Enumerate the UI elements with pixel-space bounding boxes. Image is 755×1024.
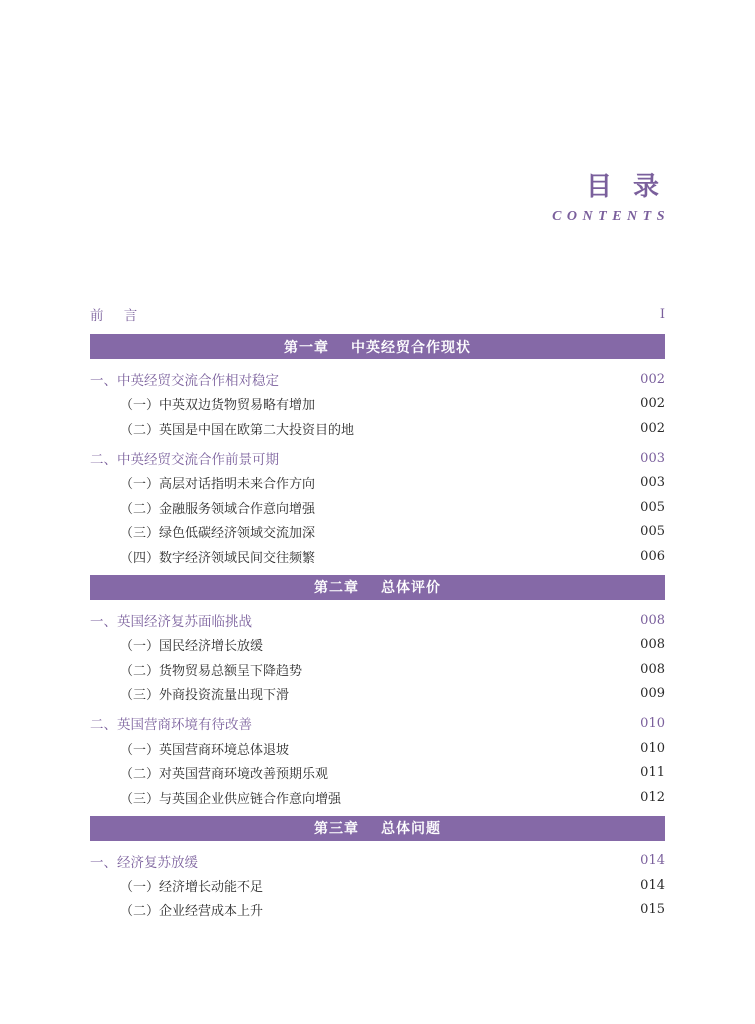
toc-subsection-page: 011 (640, 765, 665, 781)
toc-subsection-page: 005 (640, 499, 665, 515)
toc-entry-label: 前 言 (90, 308, 146, 324)
toc-subsection-label: （一）经济增长动能不足 (120, 879, 264, 895)
toc-subsection-page: 002 (640, 396, 665, 412)
toc-subsection[interactable] (90, 657, 665, 682)
chapter-title: 总体评价 (381, 580, 441, 597)
toc-subsection-page: 012 (640, 789, 665, 805)
toc-subsection-label: （三）外商投资流量出现下滑 (120, 688, 290, 704)
chapter-number: 第二章 (314, 580, 359, 597)
toc-subsection[interactable] (90, 873, 665, 898)
chapter-number: 第一章 (284, 339, 329, 356)
toc-entry-page: I (659, 306, 665, 322)
toc-subsection-page: 009 (640, 686, 665, 702)
chapter-title: 中英经贸合作现状 (351, 339, 471, 356)
page-title: 目 录 (585, 172, 665, 202)
toc-subsection-label: （一）英国营商环境总体退坡 (120, 742, 290, 758)
toc-subsection-label: （三）与英国企业供应链合作意向增强 (120, 791, 342, 807)
toc-section[interactable] (90, 608, 665, 633)
chapter-number: 第三章 (314, 821, 359, 837)
toc-subsection-page: 003 (640, 475, 665, 491)
toc-subsection-label: （二）对英国营商环境改善预期乐观 (120, 767, 329, 783)
toc-subsection-label: （二）金融服务领域合作意向增强 (120, 501, 316, 517)
toc-subsection-page: 005 (640, 524, 665, 540)
toc-section-label: 一、中英经贸交流合作相对稳定 (90, 373, 279, 390)
toc-subsection[interactable] (90, 416, 665, 441)
chapter-heading-2[interactable] (90, 575, 665, 600)
toc-subsection[interactable] (90, 544, 665, 569)
toc-subsection-page: 010 (640, 740, 665, 756)
toc-subsection-label: （三）绿色低碳经济领域交流加深 (120, 526, 316, 542)
toc-subsection[interactable] (90, 470, 665, 495)
toc-subsection-page: 006 (640, 548, 665, 564)
toc-entry-preface[interactable] (90, 302, 665, 326)
toc-section[interactable] (90, 367, 665, 392)
toc-subsection-label: （二）英国是中国在欧第二大投资目的地 (120, 422, 355, 438)
toc-section-label: 二、英国营商环境有待改善 (90, 717, 252, 734)
toc-subsection-page: 014 (640, 877, 665, 893)
chapter-heading-1[interactable] (90, 334, 665, 359)
toc-subsection[interactable] (90, 736, 665, 761)
toc-section[interactable] (90, 446, 665, 471)
toc-subsection-label: （四）数字经济领域民间交往频繁 (120, 550, 316, 566)
toc-header (552, 166, 670, 225)
toc-section-page: 008 (640, 612, 665, 628)
toc-subsection[interactable] (90, 682, 665, 707)
toc-section[interactable] (90, 711, 665, 736)
toc-section-label: 一、英国经济复苏面临挑战 (90, 614, 252, 631)
toc-subsection[interactable] (90, 785, 665, 810)
toc-subsection[interactable] (90, 520, 665, 545)
toc-section-page: 010 (640, 715, 665, 731)
toc-subsection-label: （二）企业经营成本上升 (120, 904, 264, 920)
chapter-title: 总体问题 (381, 821, 441, 837)
chapter-heading-3[interactable] (90, 816, 665, 841)
toc-subsection[interactable] (90, 632, 665, 657)
toc-subsection-label: （二）货物贸易总额呈下降趋势 (120, 663, 303, 679)
toc-subsection[interactable] (90, 392, 665, 417)
toc-section-label: 二、中英经贸交流合作前景可期 (90, 452, 279, 469)
toc-section-label: 一、经济复苏放缓 (90, 854, 198, 871)
toc-subsection-page: 002 (640, 420, 665, 436)
toc-section[interactable] (90, 849, 665, 874)
toc-subsection-page: 008 (640, 637, 665, 653)
toc-subsection[interactable] (90, 760, 665, 785)
toc-subsection-page: 015 (640, 902, 665, 918)
page-subtitle: CONTENTS (552, 209, 670, 224)
toc-section-page: 002 (640, 371, 665, 387)
toc-subsection-label: （一）中英双边货物贸易略有增加 (120, 398, 316, 414)
toc-subsection-page: 008 (640, 661, 665, 677)
toc-subsection-label: （一）国民经济增长放缓 (120, 639, 264, 655)
toc-subsection-label: （一）高层对话指明未来合作方向 (120, 477, 316, 493)
table-of-contents (90, 302, 665, 922)
toc-section-page: 014 (640, 853, 665, 869)
toc-subsection[interactable] (90, 495, 665, 520)
toc-section-page: 003 (640, 450, 665, 466)
toc-subsection[interactable] (90, 898, 665, 923)
